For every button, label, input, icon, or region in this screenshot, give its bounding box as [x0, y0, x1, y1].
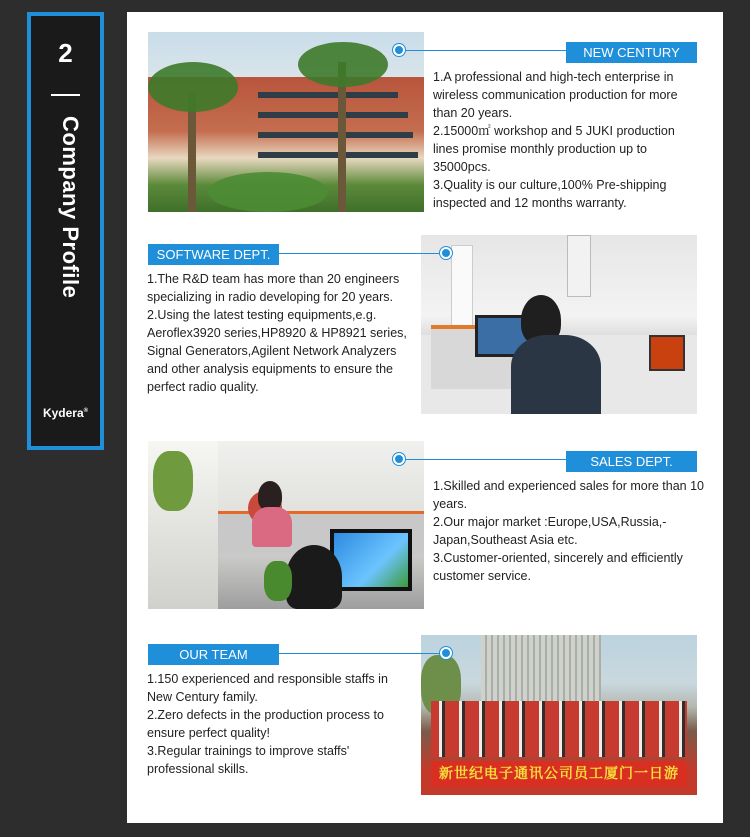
text-software-dept [147, 270, 415, 396]
connector-dot [393, 453, 405, 465]
label-software-dept: SOFTWARE DEPT. [148, 244, 279, 265]
software-dept-photo [421, 235, 697, 414]
connector-dot [440, 647, 452, 659]
registered-mark: ® [83, 408, 89, 414]
text-new-century [433, 68, 703, 212]
text-line: 2.Zero defects in the production process to ensure perfect quality! [147, 708, 384, 740]
connector-dot [440, 247, 452, 259]
label-our-team: OUR TEAM [148, 644, 279, 665]
engineer-body [511, 335, 601, 414]
plant [264, 561, 292, 601]
section-side-banner [27, 12, 104, 450]
section-number: 2 [58, 38, 73, 68]
divider [51, 94, 80, 96]
connector-dot [393, 44, 405, 56]
plant [153, 451, 193, 511]
connector-line [397, 50, 567, 51]
text-line: 3.Customer-oriented, sincerely and efficiently customer service. [433, 551, 683, 583]
brand-logo [31, 406, 100, 420]
building-photo [148, 32, 424, 212]
air-conditioner [567, 235, 591, 297]
window-row [258, 112, 408, 118]
text-line: 2.Our major market :Europe,USA,Russia,-Japan,Southeast Asia etc. [433, 515, 667, 547]
text-sales-dept [433, 477, 705, 585]
staff-body [252, 507, 292, 547]
palm-leaves [298, 42, 388, 87]
text-line: 3.Quality is our culture,100% Pre-shipping inspected and 12 months warranty. [433, 178, 667, 210]
monitor [330, 529, 412, 591]
whiteboard [451, 245, 473, 327]
text-line: 1.A professional and high-tech enterprise in wireless communication production for more than 20 years. [433, 70, 678, 120]
section-title: Company Profile [58, 116, 83, 299]
group-of-people [431, 701, 687, 757]
window-row [258, 92, 398, 98]
sales-dept-photo [148, 441, 424, 609]
label-sales-dept: SALES DEPT. [566, 451, 697, 472]
team-photo [421, 635, 697, 795]
window-row [258, 132, 413, 138]
text-line: 2.15000㎡ workshop and 5 JUKI production lines promise monthly production up to 35000pcs. [433, 124, 675, 174]
content-panel [127, 12, 723, 823]
brand-logo-text: Kydera [42, 406, 84, 420]
text-line: 2.Using the latest testing equipments,e.g. Aeroflex3920 series,HP8920 & HP8921 series, Signal Generators,Agilent Network Analyzers and other analysis equipments to ensure the perfect radio quality. [147, 308, 407, 394]
text-line: 1.150 experienced and responsible staffs in New Century family. [147, 672, 388, 704]
team-banner: 新世纪电子通讯公司员工厦门一日游 [431, 761, 687, 787]
staff-head [286, 545, 342, 609]
text-line: 3.Regular trainings to improve staffs' professional skills. [147, 744, 350, 776]
shrubs [208, 172, 328, 212]
connector-line [397, 459, 567, 460]
palm-leaves [148, 62, 238, 112]
label-new-century: NEW CENTURY [566, 42, 697, 63]
building [481, 635, 601, 705]
text-line: 1.Skilled and experienced sales for more than 10 years. [433, 479, 704, 511]
text-our-team [147, 670, 409, 778]
test-equipment [649, 335, 685, 371]
text-line: 1.The R&D team has more than 20 engineers specializing in radio developing for 20 years. [147, 272, 400, 304]
